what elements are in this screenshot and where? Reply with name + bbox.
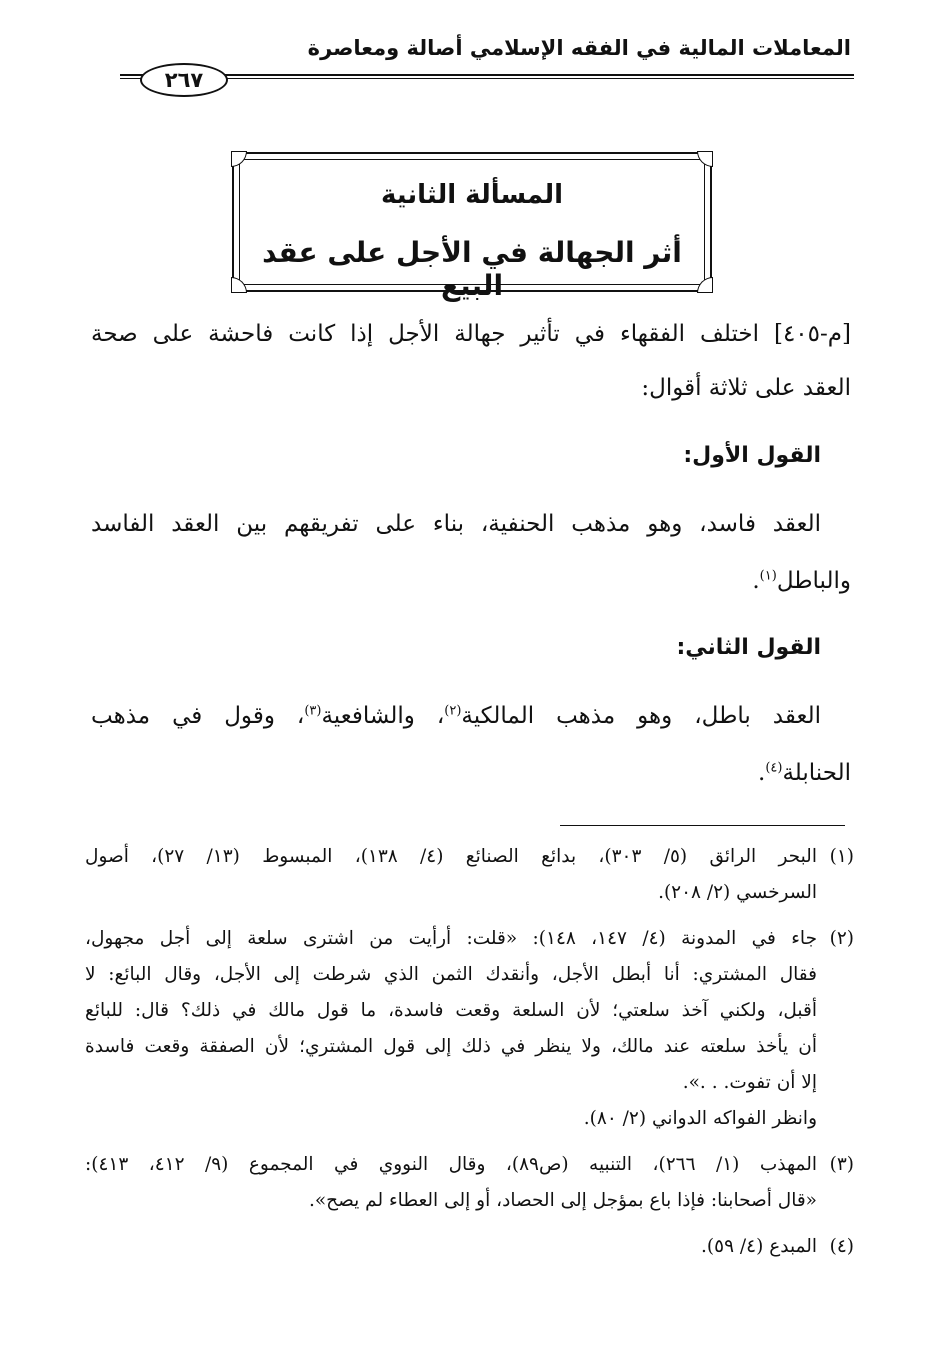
intro-paragraph-line: العقد على ثلاثة أقوال:: [641, 375, 851, 401]
intro-paragraph-line: [م-٤٠٥] اختلف الفقهاء في تأثير جهالة الأجل إذا كانت فاحشة على صحة: [91, 321, 851, 347]
paragraph-text: الحنابلة: [782, 760, 851, 786]
footnote-line: جاء في المدونة (٤/ ١٤٧، ١٤٨): «قلت: أرأيت من اشترى سلعة إلى أجل مجهول،: [85, 928, 817, 949]
opinion-heading-first: القول الأول:: [683, 443, 821, 468]
footnote-line: إلا أن تفوت. . .».: [682, 1072, 817, 1093]
footnote-separator: [560, 825, 845, 826]
opinion-paragraph-line: العقد فاسد، وهو مذهب الحنفية، بناء على تفريقهم بين العقد الفاسد: [91, 511, 821, 537]
footnote-line: البحر الرائق (٥/ ٣٠٣)، بدائع الصنائع (٤/ ١٣٨)، المبسوط (١٣/ ٢٧)، أصول: [85, 846, 817, 867]
footnote-number: (٣): [829, 1154, 854, 1175]
paragraph-text: ، والشافعية: [321, 703, 445, 729]
footnote-reference: (٣): [304, 703, 322, 719]
paragraph-text: .: [758, 760, 766, 786]
footnote-line: وانظر الفواكه الدواني (٢/ ٨٠).: [583, 1108, 817, 1129]
footnote-line: أقبل، ولكني آخذ سلعتي؛ لأن السلعة وقعت فاسدة، ما قول مالك في ذلك؟ قال: للبائع: [85, 1000, 817, 1021]
footnote-line: أن يأخذ سلعته عند مالك، ولا ينظر في ذلك إلى قول المشتري؛ لأن الصفقة وقعت فاسدة: [85, 1036, 817, 1057]
footnote-line: المبدع (٤/ ٥٩).: [701, 1236, 817, 1257]
section-title: المسألة الثانية: [380, 180, 564, 210]
footnote-line: فقال المشتري: أنا أبطل الأجل، وأنقدك الثمن الذي شرطت إلى الأجل، وقال البائع: لا: [85, 964, 817, 985]
page-number: ٢٦٧: [140, 63, 228, 97]
footnote-reference: (١): [759, 568, 777, 584]
paragraph-text: العقد باطل، وهو مذهب المالكية: [461, 703, 821, 729]
footnote-reference: (٢): [444, 703, 462, 719]
footnote-line: السرخسي (٢/ ٢٠٨).: [658, 882, 817, 903]
header-rule-thin: [120, 78, 854, 79]
opinion-heading-second: القول الثاني:: [676, 635, 821, 660]
footnote-line: المهذب (١/ ٢٦٦)، التنبيه (ص٨٩)، وقال النووي في المجموع (٩/ ٤١٢، ٤١٣):: [85, 1154, 817, 1175]
opinion-paragraph-line: [758, 757, 851, 789]
footnote-line: «قال أصحابنا: فإذا باع بمؤجل إلى الحصاد، أو إلى العطاء لم يصح».: [308, 1190, 817, 1211]
footnote-number: (١): [829, 846, 854, 867]
frame-corner-ornament: [231, 151, 247, 167]
section-title-box: [232, 152, 712, 302]
opinion-paragraph-line: [752, 565, 851, 597]
footnote-reference: (٤): [765, 760, 783, 776]
frame-corner-ornament: [697, 151, 713, 167]
footnote-number: (٤): [829, 1236, 854, 1257]
header-rule: [120, 74, 854, 76]
footnote-number: (٢): [829, 928, 854, 949]
opinion-paragraph-line: [91, 700, 821, 732]
paragraph-text: والباطل: [776, 568, 851, 594]
section-subtitle: أثر الجهالة في الأجل على عقد البيع: [262, 236, 682, 302]
paragraph-text: .: [752, 568, 760, 594]
paragraph-text: ، وقول في مذهب: [91, 703, 305, 729]
running-header-title: المعاملات المالية في الفقه الإسلامي أصالة ومعاصرة: [307, 36, 851, 60]
